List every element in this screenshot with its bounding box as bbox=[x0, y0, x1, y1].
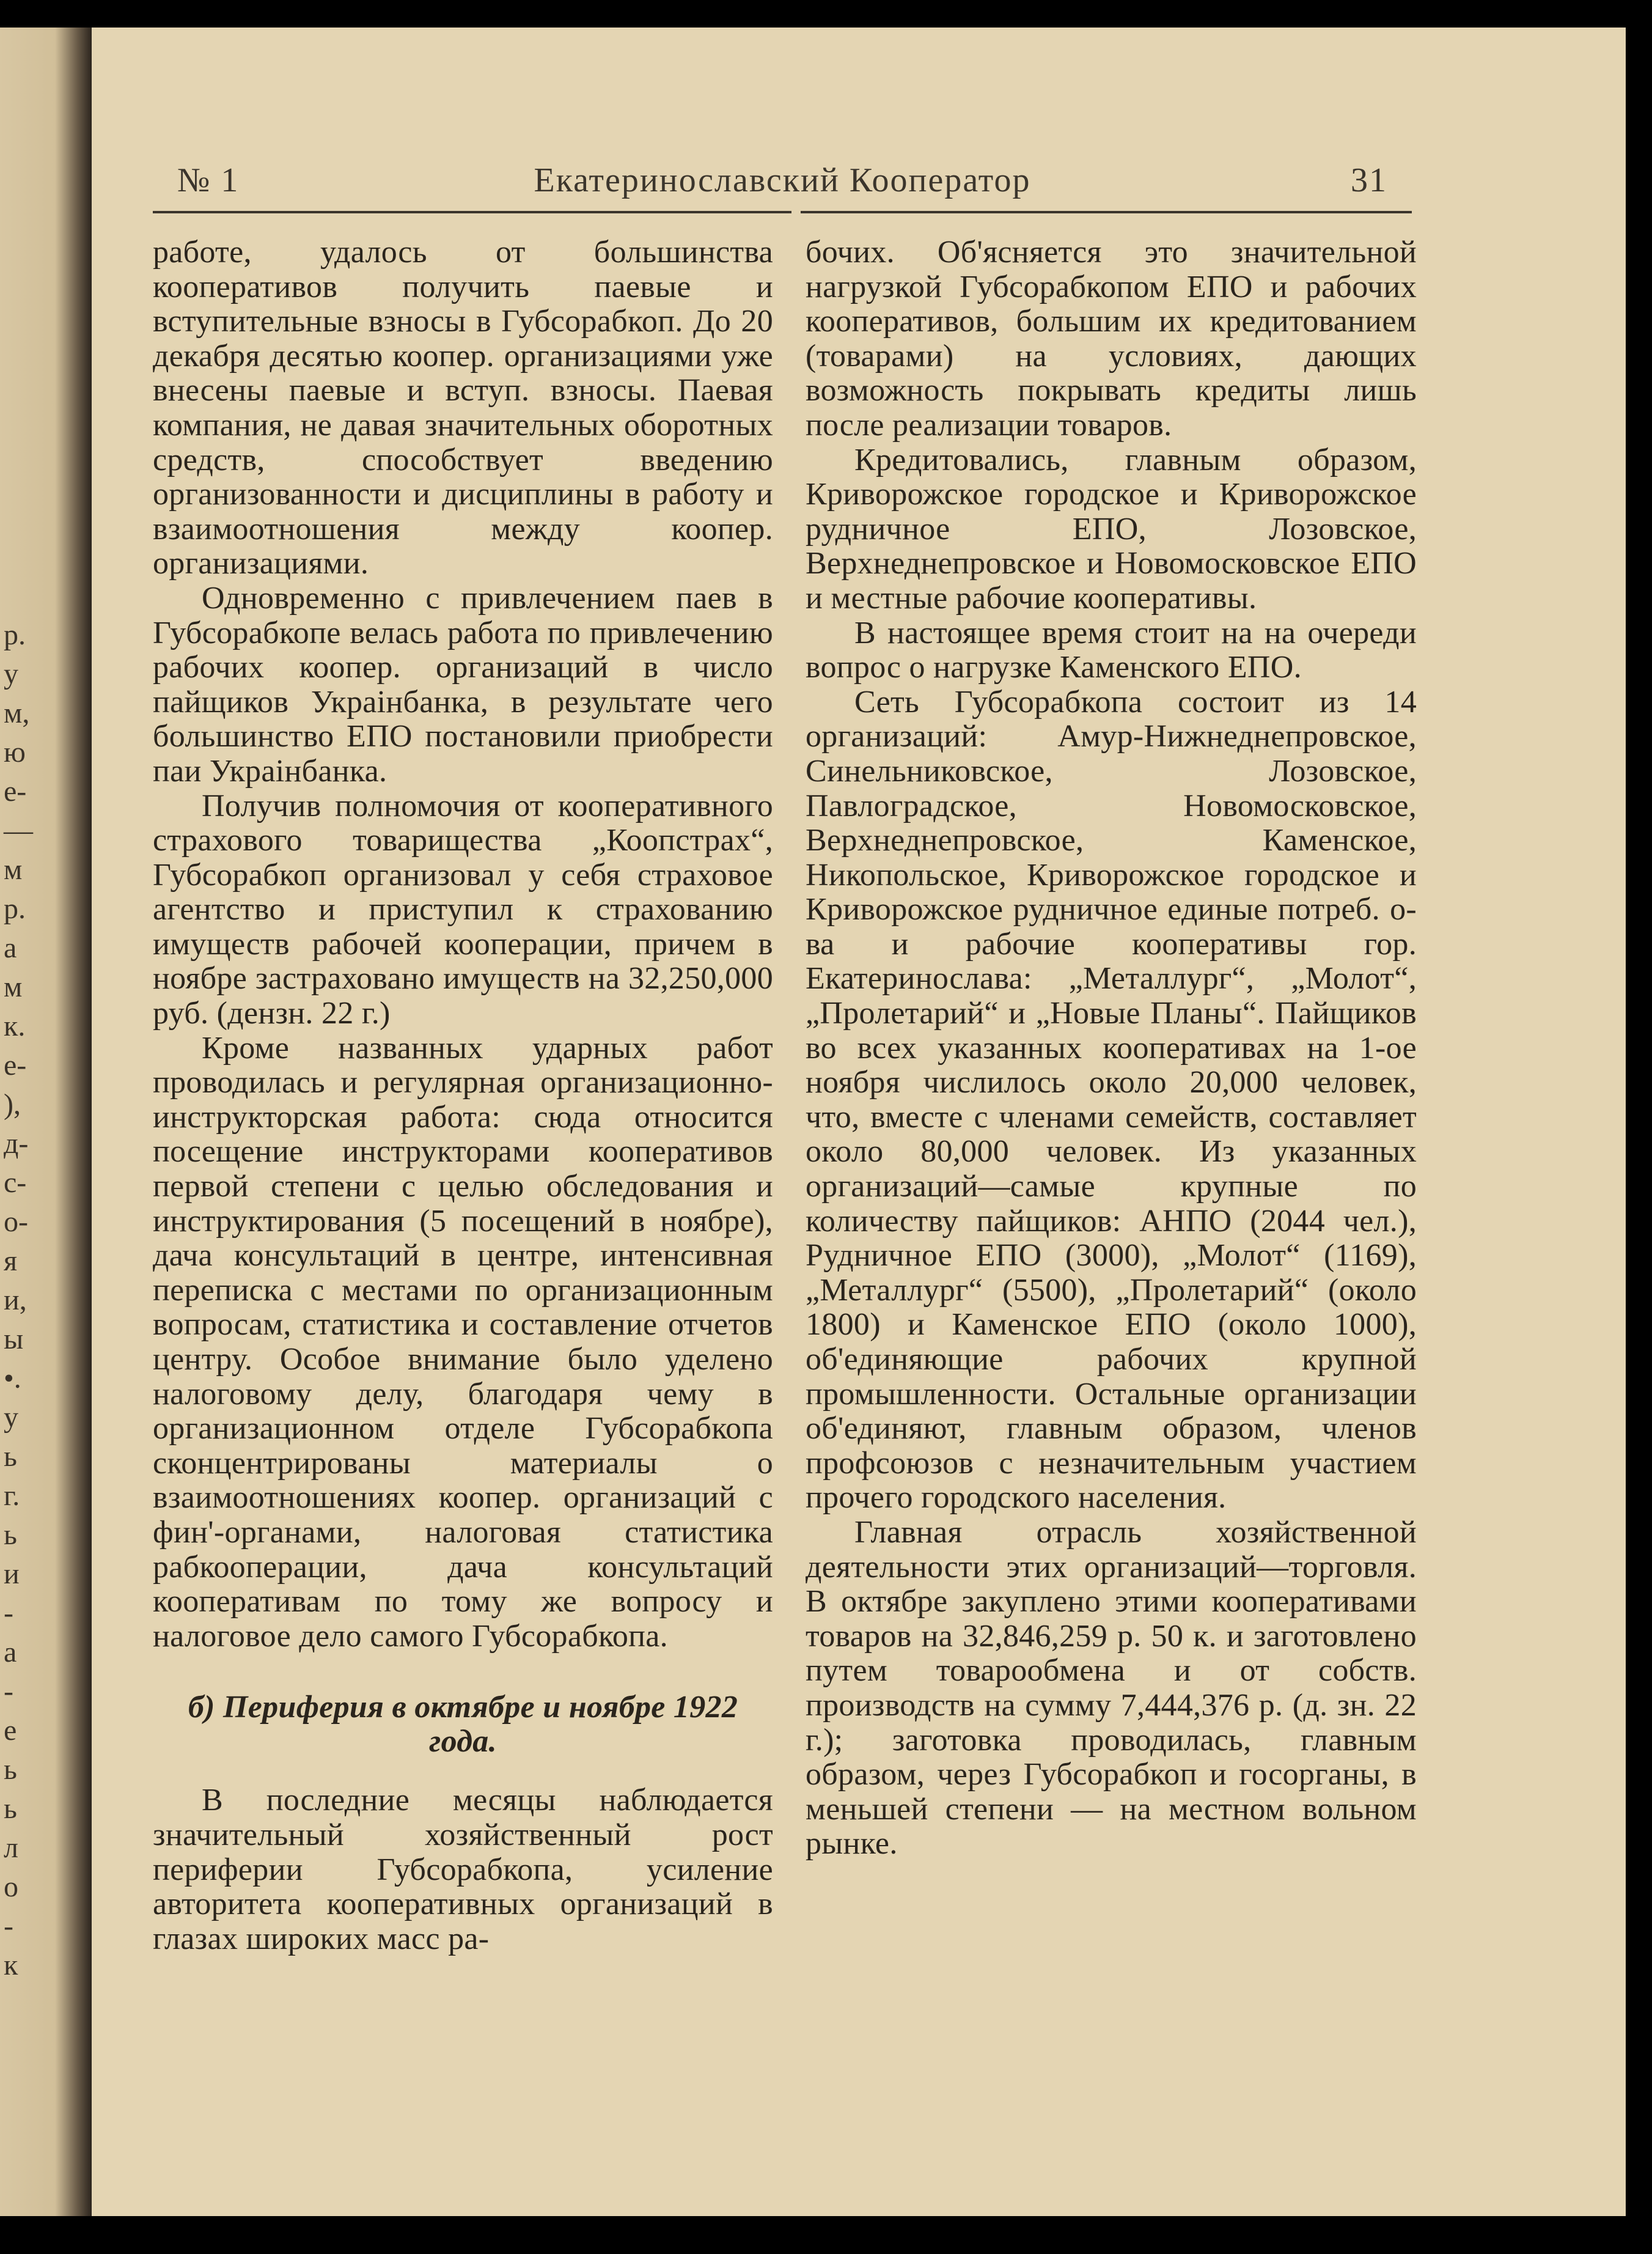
paragraph: Кроме названных ударных работ проводилась и регулярная организационно-инструкторская работа: сюда относится посещение инструкторами кооперативов первой степени с целью обследования и инструктирования (5 посещений в ноябре), дача консультаций в центре, интенсивная переписка с местами по организационным вопросам, статистика и составление отчетов центру. Особое внимание было уделено налоговому делу, благодаря чему в организационном отделе Губсорабкопа сконцентрированы материалы о взаимоотношениях коопер. организаций с фин'-органами, налоговая статистика рабкооперации, дача консультаций кооперативам по тому же вопросу и налоговое дело самого Губсорабкопа. bbox=[153, 1030, 773, 1654]
issue-number: № 1 bbox=[177, 161, 240, 199]
prev-page-fragment: ь bbox=[4, 1519, 17, 1551]
right-column bbox=[806, 235, 1417, 1862]
prev-page-fragment: - bbox=[4, 1675, 13, 1707]
paragraph: В настоящее время стоит на на очереди вопрос о нагрузке Каменского ЕПО. bbox=[806, 615, 1417, 685]
prev-page-fragment: а bbox=[4, 932, 17, 964]
prev-page-fragment: и, bbox=[4, 1284, 27, 1316]
journal-title: Екатеринославский Кооператор bbox=[534, 161, 1031, 199]
page-header bbox=[153, 156, 1412, 211]
prev-page-fragment: к bbox=[4, 1949, 18, 1981]
prev-page-fragment: е- bbox=[4, 1049, 27, 1081]
paragraph: В последние месяцы наблюдается значительный хозяйственный рост периферии Губсорабкопа, усиление авторитета кооперативных организаций в глазах широких масс ра- bbox=[153, 1783, 773, 1956]
prev-page-fragment: м bbox=[4, 853, 23, 886]
paragraph: Получив полномочия от кооперативного страхового товарищества „Коопстрах“, Губсорабкоп организовал у себя страховое агентство и приступил к страхованию имуществ рабочей кооперации, причем в ноябре застраховано имуществ на 32,250,000 руб. (дензн. 22 г.) bbox=[153, 788, 773, 1031]
prev-page-fragment: м bbox=[4, 971, 23, 1003]
paragraph: Главная отрасль хозяйственной деятельности этих организаций—торговля. В октябре закуплено этими кооперативами товаров на 32,846,259 р. 50 к. и заготовлено путем товарообмена и от собств. производств на сумму 7,444,376 р. (д. зн. 22 г.); заготовка проводилась, главным образом, через Губсорабкоп и госорганы, в меньшей степени — на местном вольном рынке. bbox=[806, 1514, 1417, 1862]
prev-page-fragment: у bbox=[4, 658, 18, 690]
prev-page-fragment: - bbox=[4, 1597, 13, 1629]
prev-page-fragment: л bbox=[4, 1832, 18, 1864]
previous-page-fragments bbox=[0, 28, 73, 2216]
paragraph: работе, удалось от большинства кооперативов получить паевые и вступительные взносы в Губсорабкоп. До 20 декабря десятью коопер. организациями уже внесены паевые и вступ. взносы. Паевая компания, не давая значительных оборотных средств, способствует введению организованности и дисциплины в работу и взаимоотношения между коопер. организациями. bbox=[153, 235, 773, 581]
paragraph: Кредитовались, главным образом, Криворожское городское и Криворожское рудничное ЕПО, Лозовское, Верхнеднепровское и Новомосковское ЕПО и местные рабочие кооперативы. bbox=[806, 442, 1417, 616]
prev-page-fragment: е bbox=[4, 1714, 17, 1747]
prev-page-fragment: ), bbox=[4, 1088, 21, 1121]
prev-page-fragment: г. bbox=[4, 1479, 20, 1512]
prev-page-fragment: с- bbox=[4, 1166, 27, 1199]
section-subheading: б) Периферия в октябре и ноябре 1922 года. bbox=[188, 1690, 738, 1759]
prev-page-fragment: р. bbox=[4, 893, 26, 925]
prev-page-fragment: - bbox=[4, 1910, 13, 1942]
prev-page-fragment: — bbox=[4, 814, 33, 847]
header-rule-right bbox=[801, 211, 1412, 213]
prev-page-fragment: я bbox=[4, 1245, 18, 1277]
prev-page-fragment: у bbox=[4, 1401, 18, 1434]
prev-page-fragment: и bbox=[4, 1558, 20, 1590]
page-number: 31 bbox=[1351, 161, 1387, 199]
prev-page-fragment: е- bbox=[4, 775, 27, 808]
prev-page-fragment: м, bbox=[4, 697, 30, 729]
prev-page-fragment: •. bbox=[4, 1362, 21, 1394]
prev-page-fragment: р. bbox=[4, 619, 26, 651]
paragraph: Одновременно с привлечением паев в Губсорабкопе велась работа по привлечению рабочих коопер. организаций в число пайщиков Украiнбанка, в результате чего большинство ЕПО постановили приобрести паи Украiнбанка. bbox=[153, 580, 773, 789]
header-rule-left bbox=[153, 211, 791, 213]
left-column bbox=[153, 235, 773, 1956]
prev-page-fragment: ю bbox=[4, 736, 26, 768]
prev-page-fragment: ь bbox=[4, 1753, 17, 1786]
journal-page bbox=[0, 28, 1626, 2216]
prev-page-fragment: д- bbox=[4, 1127, 29, 1160]
paragraph: бочих. Об'ясняется это значительной нагрузкой Губсорабкопом ЕПО и рабочих кооперативов, большим их кредитованием (товарами) на условиях, дающих возможность покрывать кредиты лишь после реализации товаров. bbox=[806, 235, 1417, 443]
prev-page-fragment: о bbox=[4, 1871, 18, 1903]
prev-page-fragment: к. bbox=[4, 1010, 26, 1042]
prev-page-fragment: ь bbox=[4, 1440, 17, 1473]
prev-page-fragment: а bbox=[4, 1636, 17, 1668]
prev-page-fragment: ы bbox=[4, 1323, 24, 1355]
prev-page-fragment: ь bbox=[4, 1792, 17, 1825]
paragraph: Сеть Губсорабкопа состоит из 14 организаций: Амур-Нижнеднепровское, Синельниковское, Лозовское, Павлоградское, Новомосковское, Верхнеднепровское, Каменское, Никопольское, Криворожское городское и Криворожское рудничное единые потреб. о-ва и рабочие кооперативы гор. Екатеринослава: „Металлург“, „Молот“, „Пролетарий“ и „Новые Планы“. Пайщиков во всех указанных кооперативах на 1-ое ноября числилось около 20,000 человек, что, вместе с членами семейств, составляет около 80,000 человек. Из указанных организаций—самые крупные по количеству пайщиков: АНПО (2044 чел.), Рудничное ЕПО (3000), „Молот“ (1169), „Металлург“ (5500), „Пролетарий“ (около 1800) и Каменское ЕПО (около 1000), об'единяющие рабочих крупной промышленности. Остальные организации об'единяют, главным образом, членов профсоюзов с незначительным участием прочего городского населения. bbox=[806, 684, 1417, 1516]
prev-page-fragment: о- bbox=[4, 1206, 28, 1238]
